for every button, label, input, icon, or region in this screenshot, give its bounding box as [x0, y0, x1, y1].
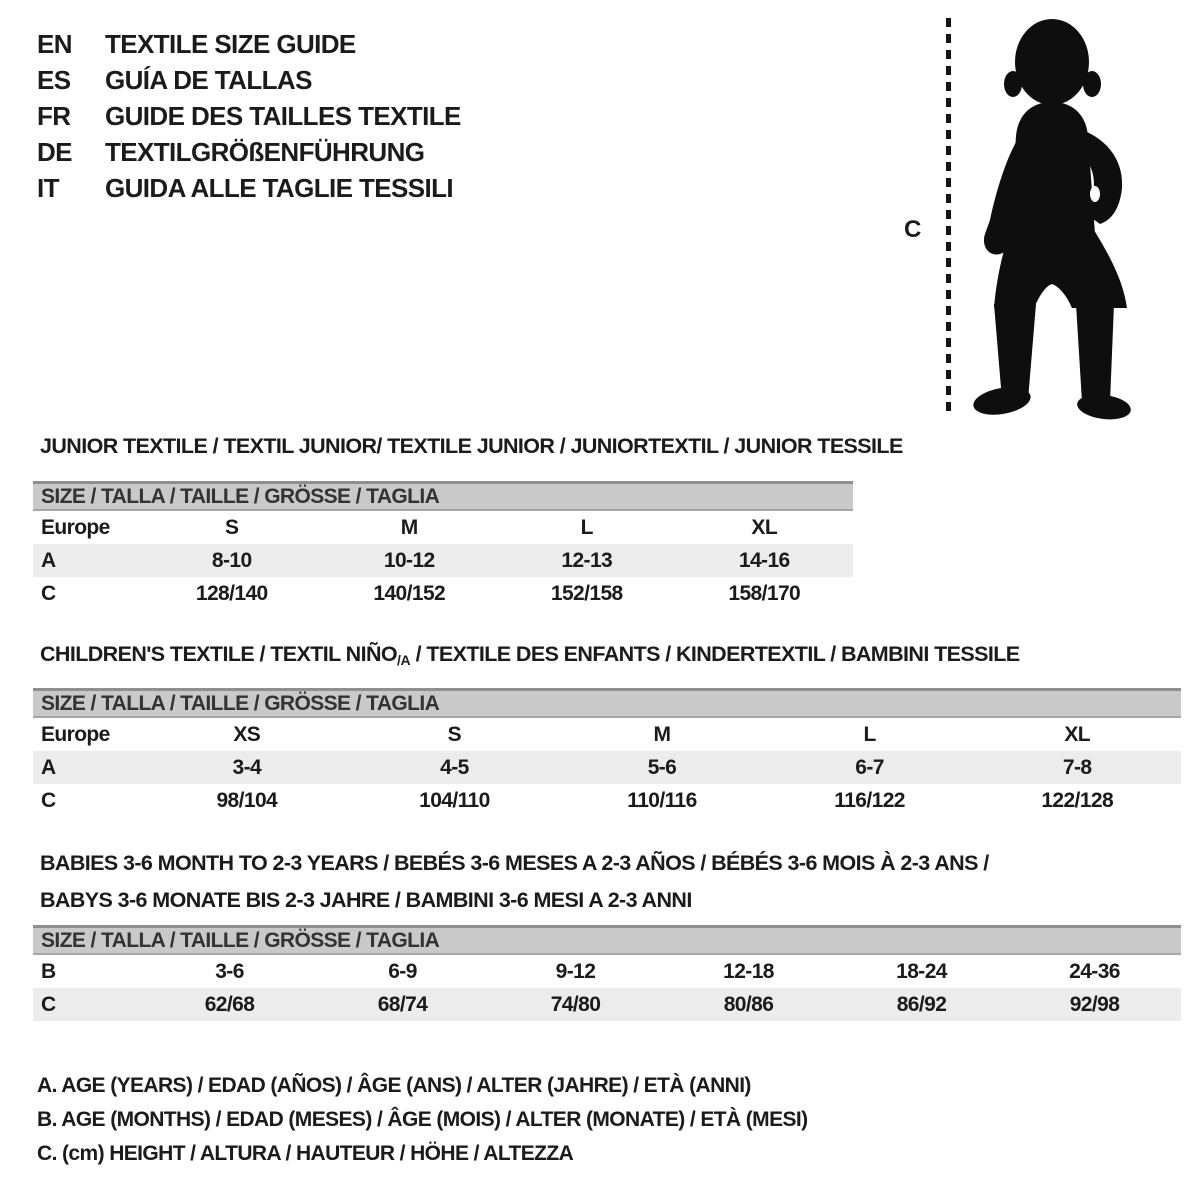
- table-cell: 80/86: [723, 992, 774, 1016]
- row-label: A: [41, 548, 56, 572]
- table-row: [33, 988, 1181, 1021]
- language-row: [37, 26, 461, 62]
- table-cell: 4-5: [440, 755, 469, 779]
- table-cell: 98/104: [216, 788, 278, 812]
- language-code: ES: [37, 64, 71, 95]
- size-header-bar: SIZE / TALLA / TAILLE / GRÖSSE / TAGLIA: [33, 925, 1181, 955]
- table-cell: 152/158: [550, 581, 623, 605]
- footnote-c: C. (cm) HEIGHT / ALTURA / HAUTEUR / HÖHE / ALTEZZA: [37, 1142, 574, 1165]
- height-measure-dashed-line: [946, 18, 951, 418]
- language-row: [37, 170, 461, 206]
- row-label: B: [41, 959, 56, 983]
- section-title-text: CHILDREN'S TEXTILE / TEXTIL NIÑO: [40, 642, 398, 666]
- table-cell: S: [225, 515, 239, 539]
- guide-title: TEXTILGRÖßENFÜHRUNG: [105, 136, 425, 167]
- junior-size-table: [33, 481, 853, 610]
- guide-title: GUIDE DES TAILLES TEXTILE: [105, 100, 461, 131]
- table-cell: 6-9: [388, 959, 417, 983]
- table-cell: 110/116: [627, 788, 697, 812]
- table-cell: 14-16: [738, 548, 790, 572]
- table-cell: 140/152: [373, 581, 446, 605]
- table-cell: 92/98: [1069, 992, 1120, 1016]
- row-label: Europe: [41, 722, 110, 746]
- table-cell: L: [863, 722, 876, 746]
- table-cell: 122/128: [1041, 788, 1114, 812]
- table-cell: 8-10: [211, 548, 252, 572]
- table-cell: 128/140: [195, 581, 268, 605]
- table-cell: S: [447, 722, 462, 746]
- size-header-bar: SIZE / TALLA / TAILLE / GRÖSSE / TAGLIA: [33, 688, 1181, 718]
- children-size-table: [33, 688, 1181, 817]
- table-cell: XS: [233, 722, 261, 746]
- babies-size-table: [33, 925, 1181, 1021]
- language-row: [37, 98, 461, 134]
- footnotes: [37, 1069, 808, 1171]
- row-label: C: [41, 788, 56, 812]
- table-cell: L: [580, 515, 593, 539]
- table-cell: 104/110: [419, 788, 490, 812]
- height-measure-label: C: [904, 216, 921, 243]
- guide-title: GUÍA DE TALLAS: [105, 64, 312, 95]
- table-cell: 18-24: [896, 959, 947, 983]
- table-row: [33, 955, 1181, 988]
- table-cell: 12-13: [561, 548, 613, 572]
- table-cell: 12-18: [723, 959, 774, 983]
- guide-title: TEXTILE SIZE GUIDE: [105, 28, 356, 59]
- guide-title: GUIDA ALLE TAGLIE TESSILI: [105, 172, 454, 203]
- table-cell: 86/92: [896, 992, 947, 1016]
- table-cell: 10-12: [383, 548, 435, 572]
- table-cell: 9-12: [555, 959, 596, 983]
- table-cell: M: [653, 722, 671, 746]
- table-row: [33, 718, 1181, 751]
- row-label: Europe: [41, 515, 110, 539]
- toddler-silhouette: [964, 16, 1136, 420]
- language-code: FR: [37, 100, 71, 131]
- table-cell: 62/68: [204, 992, 255, 1016]
- footnote-b: B. AGE (MONTHS) / EDAD (MESES) / ÂGE (MOIS) / ALTER (MONATE) / ETÀ (MESI): [37, 1108, 808, 1131]
- table-cell: 5-6: [647, 755, 677, 779]
- language-title-list: [37, 26, 461, 206]
- table-row: [33, 751, 1181, 784]
- table-cell: 74/80: [550, 992, 601, 1016]
- section-title-junior: JUNIOR TEXTILE / TEXTIL JUNIOR/ TEXTILE JUNIOR / JUNIORTEXTIL / JUNIOR TESSILE: [40, 434, 903, 458]
- section-title-subscript: /A: [397, 652, 411, 668]
- table-cell: 3-4: [232, 755, 262, 779]
- table-row: [33, 511, 853, 544]
- language-code: DE: [37, 136, 72, 167]
- table-cell: 158/170: [728, 581, 801, 605]
- table-row: [33, 784, 1181, 817]
- table-row: [33, 577, 853, 610]
- section-title-babies: [40, 845, 989, 919]
- table-cell: M: [400, 515, 418, 539]
- table-cell: 116/122: [834, 788, 905, 812]
- section-title-children: [40, 642, 1020, 668]
- table-cell: 6-7: [855, 755, 884, 779]
- language-row: [37, 134, 461, 170]
- language-row: [37, 62, 461, 98]
- table-cell: 68/74: [377, 992, 428, 1016]
- table-cell: 24-36: [1069, 959, 1120, 983]
- row-label: C: [41, 581, 56, 605]
- size-header-bar: SIZE / TALLA / TAILLE / GRÖSSE / TAGLIA: [33, 481, 853, 511]
- footnote-a: A. AGE (YEARS) / EDAD (AÑOS) / ÂGE (ANS) / ALTER (JAHRE) / ETÀ (ANNI): [37, 1074, 751, 1097]
- table-row: [33, 544, 853, 577]
- section-title-text: / TEXTILE DES ENFANTS / KINDERTEXTIL / BAMBINI TESSILE: [410, 642, 1020, 666]
- table-cell: 3-6: [215, 959, 244, 983]
- table-cell: 7-8: [1062, 755, 1092, 779]
- language-code: IT: [37, 172, 59, 203]
- section-title-line: BABYS 3-6 MONATE BIS 2-3 JAHRE / BAMBINI 3-6 MESI A 2-3 ANNI: [40, 888, 692, 912]
- language-code: EN: [37, 28, 72, 59]
- table-cell: XL: [1064, 722, 1090, 746]
- row-label: A: [41, 755, 56, 779]
- row-label: C: [41, 992, 56, 1016]
- section-title-line: BABIES 3-6 MONTH TO 2-3 YEARS / BEBÉS 3-6 MESES A 2-3 AÑOS / BÉBÉS 3-6 MOIS À 2-3 ANS /: [40, 851, 989, 875]
- table-cell: XL: [751, 515, 778, 539]
